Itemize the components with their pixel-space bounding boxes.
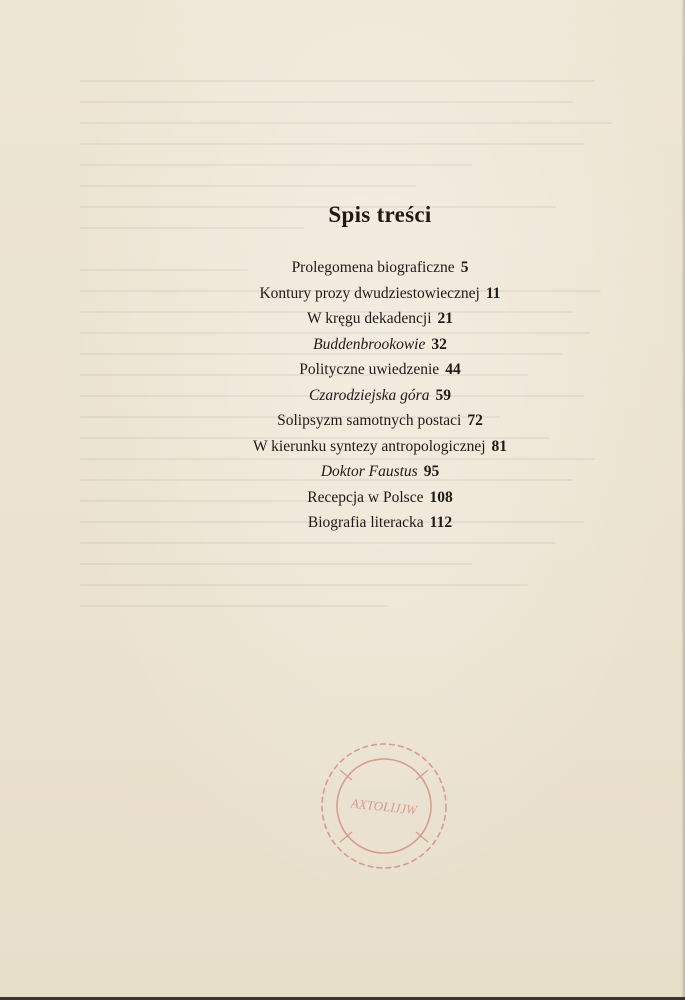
toc-entry-title: Buddenbrookowie (313, 335, 426, 353)
toc-entry-title: Doktor Faustus (320, 463, 418, 480)
toc-entry (0, 306, 685, 332)
toc-entry-title: Recepcja w Polsce (307, 488, 424, 506)
toc-entry (0, 255, 685, 281)
toc-entry (0, 408, 685, 434)
toc-entry-title: W kierunku syntezy antropologicznej (252, 437, 486, 455)
toc-entry-title: Polityczne uwiedzenie (299, 361, 440, 378)
toc-entry-page-number: 112 (429, 514, 453, 531)
toc-entry-page-number: 59 (435, 386, 451, 404)
toc-entry-title: Solipsyzm samotnych postaci (277, 412, 462, 429)
toc-entry (0, 434, 685, 460)
toc-entry-page-number: 72 (467, 412, 483, 429)
toc-entry (0, 281, 685, 307)
toc-entry-page-number: 21 (437, 310, 454, 327)
toc-entry-page-number: 44 (445, 361, 461, 378)
toc-entry-title: Kontury prozy dwudziestowiecznej (259, 284, 480, 302)
toc-entry-page-number: 95 (423, 463, 440, 480)
toc-entry-page-number: 32 (431, 335, 447, 353)
svg-text:AXTOLIJJW: AXTOLIJJW (350, 795, 418, 818)
toc-entry-title: Czarodziejska góra (309, 386, 430, 404)
toc-entry (0, 459, 685, 485)
toc-entry-page-number: 81 (491, 437, 508, 455)
toc-entry (0, 383, 685, 409)
library-stamp (318, 740, 450, 872)
toc-entry (0, 332, 685, 358)
toc-entry-title: Biografia literacka (307, 514, 424, 531)
toc-entry-title: W kręgu dekadencji (306, 310, 432, 327)
toc-entry (0, 510, 685, 536)
toc-entry-page-number: 5 (460, 259, 469, 276)
toc-entry-title: Prolegomena biograficzne (291, 259, 455, 276)
toc-entry-page-number: 11 (485, 284, 501, 302)
toc-entry (0, 357, 685, 383)
toc-entry-page-number: 108 (429, 488, 453, 506)
page-title: Spis treści (328, 202, 432, 227)
table-of-contents (0, 255, 685, 536)
toc-entry (0, 485, 685, 511)
